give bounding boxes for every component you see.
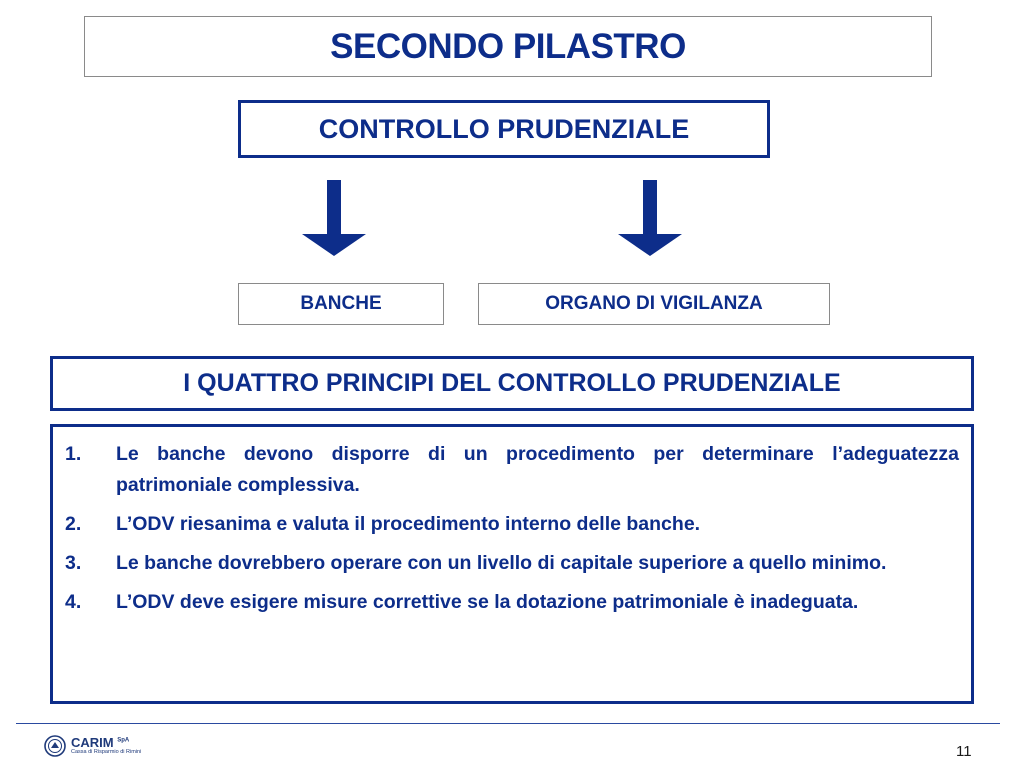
logo-subtitle: Cassa di Risparmio di Rimini	[71, 749, 142, 756]
list-item	[65, 439, 959, 501]
list-item-number: 4.	[65, 591, 82, 613]
principles-list	[50, 424, 974, 704]
list-item-text: Le banche devono disporre di un procedimento per determinare l’adeguatezza patrimoniale complessiva.	[116, 443, 959, 496]
banche-box: BANCHE	[238, 283, 444, 325]
list-item	[65, 509, 959, 540]
carim-logo	[44, 733, 141, 759]
list-item	[65, 548, 959, 579]
list-item-number: 2.	[65, 513, 82, 535]
footer-divider	[16, 723, 1000, 724]
list-item	[65, 587, 959, 618]
down-arrow-icon	[618, 180, 682, 256]
list-item-number: 3.	[65, 552, 82, 574]
logo-brand: CARIM $^{SpA}$	[71, 735, 130, 751]
controllo-prudenziale-box: CONTROLLO PRUDENZIALE	[238, 100, 770, 158]
list-item-number: 1.	[65, 443, 82, 465]
list-item-text: L’ODV deve esigere misure correttive se la dotazione patrimoniale è inadeguata.	[116, 591, 859, 613]
list-item-text: L’ODV riesanima e valuta il procedimento interno delle banche.	[116, 513, 701, 535]
principles-header: I QUATTRO PRINCIPI DEL CONTROLLO PRUDENZIALE	[50, 356, 974, 411]
carim-seal-icon	[44, 735, 66, 757]
page-number: 11	[956, 743, 972, 760]
organo-di-vigilanza-box: ORGANO DI VIGILANZA	[478, 283, 830, 325]
down-arrow-icon	[302, 180, 366, 256]
page-title: SECONDO PILASTRO	[84, 16, 932, 77]
list-item-text: Le banche dovrebbero operare con un livello di capitale superiore a quello minimo.	[116, 552, 887, 574]
